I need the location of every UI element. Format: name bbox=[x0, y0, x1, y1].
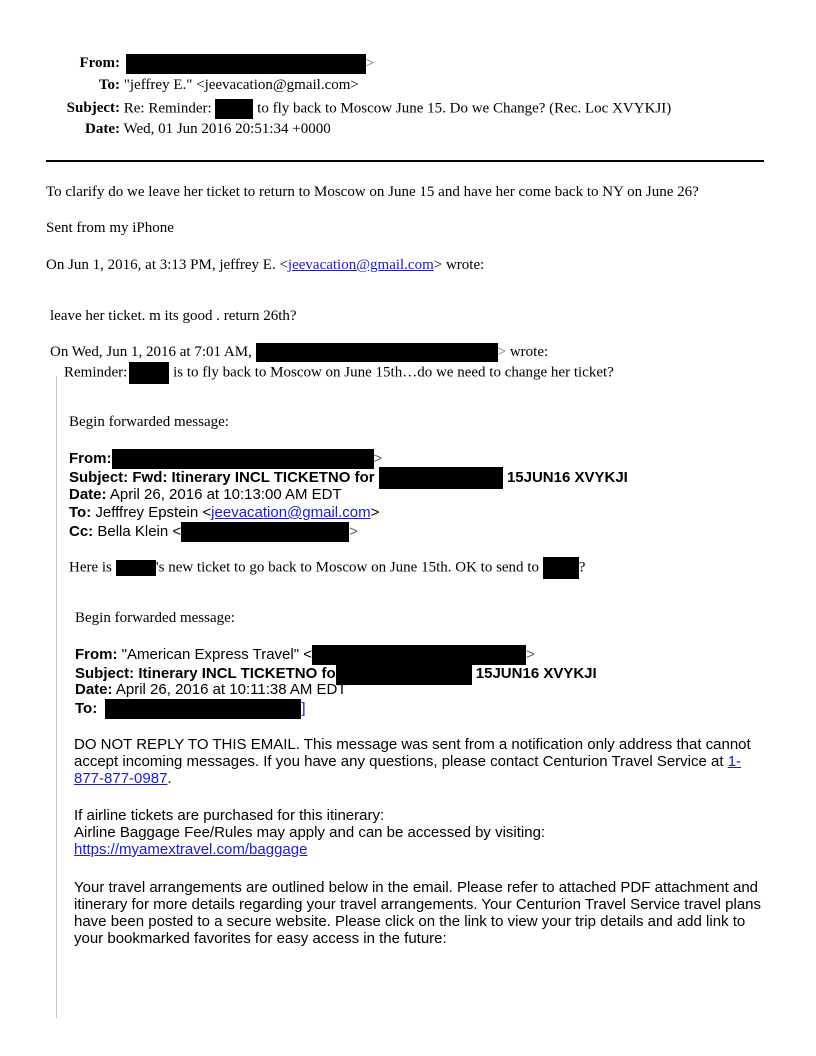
fwd1-here-prefix: Here is bbox=[69, 559, 112, 576]
fwd1-cc-value: Bella Klein < bbox=[97, 522, 182, 540]
fwd1-here-middle: 's new ticket to go back to Moscow on June 15th. OK to send to bbox=[155, 559, 539, 576]
header-from-row: From: > bbox=[46, 54, 374, 74]
fwd2-begin: Begin forwarded message: bbox=[75, 610, 235, 626]
wrote2-line: On Wed, Jun 1, 2016 at 7:01 AM, > wrote: bbox=[50, 343, 548, 362]
reminder-prefix: Reminder: bbox=[64, 364, 128, 381]
fwd1-here-line bbox=[69, 557, 585, 579]
from-label: From: bbox=[79, 55, 120, 72]
redacted-name bbox=[336, 663, 472, 685]
wrote-line bbox=[46, 257, 484, 274]
redacted-email bbox=[105, 699, 301, 719]
fwd2-subject-prefix: Itinerary INCL TICKETNO fo bbox=[138, 664, 336, 682]
notice-end: . bbox=[167, 770, 172, 787]
fwd1-from-label: From: bbox=[69, 449, 112, 467]
fwd2-date-value: April 26, 2016 at 10:11:38 AM EDT bbox=[115, 681, 347, 698]
reply-line: leave her ticket. m its good . return 26th? bbox=[50, 308, 297, 324]
fwd2-date-row bbox=[75, 681, 347, 698]
fwd2-from-value: "American Express Travel" < bbox=[121, 645, 312, 663]
redacted-sender bbox=[256, 343, 498, 362]
fwd1-cc-row: Cc: Bella Klein < > bbox=[69, 522, 358, 542]
wrote2-suffix: wrote: bbox=[509, 343, 549, 360]
wrote-suffix: > wrote: bbox=[433, 257, 485, 273]
redacted-name bbox=[215, 99, 253, 119]
date-label: Date: bbox=[85, 121, 120, 137]
fwd2-arrangements-paragraph: Your travel arrangements are outlined below in the email. Please refer to attached PDF attachment and itinerary for more details regarding your travel arrangements. Your Centurion Travel Service travel plans have been posted to a secure website. Please click on the link to view your trip details and add link to your bookmarked favorites for easy access in the future: bbox=[74, 879, 761, 947]
to-value: "jeffrey E." <jeevacation@gmail.com> bbox=[123, 77, 359, 93]
fwd2-baggage-paragraph bbox=[74, 807, 764, 858]
fwd1-subject-suffix: 15JUN16 XVYKJI bbox=[506, 468, 628, 486]
fwd2-to-row: To: ] bbox=[75, 699, 306, 719]
fwd1-to-close: > bbox=[370, 504, 380, 521]
header-subject-row bbox=[46, 99, 671, 119]
email-link[interactable]: jeevacation@gmail.com bbox=[211, 504, 371, 521]
quote-bar bbox=[56, 376, 57, 1018]
wrote2-prefix: On Wed, Jun 1, 2016 at 7:01 AM, bbox=[50, 343, 252, 360]
fwd2-to-label: To: bbox=[75, 699, 98, 717]
reminder-suffix: is to fly back to Moscow on June 15th…do we need to change her ticket? bbox=[173, 364, 614, 381]
to-label: To: bbox=[98, 77, 120, 93]
redacted-sender bbox=[112, 449, 374, 469]
redacted-email bbox=[312, 645, 526, 665]
header-date-row bbox=[46, 121, 331, 138]
fwd2-from-row: From: "American Express Travel" < > bbox=[75, 645, 535, 665]
wrote-prefix: On Jun 1, 2016, at 3:13 PM, jeffrey E. < bbox=[46, 257, 288, 273]
clarify-line: To clarify do we leave her ticket to return to Moscow on June 15 and have her come back to NY on June 26? bbox=[46, 184, 699, 200]
redacted-name bbox=[116, 560, 156, 576]
fwd2-subject-suffix: 15JUN16 XVYKJI bbox=[475, 664, 597, 682]
fwd1-begin: Begin forwarded message: bbox=[69, 414, 229, 430]
fwd1-subject-label: Subject: bbox=[69, 468, 129, 486]
notice-text: DO NOT REPLY TO THIS EMAIL. This message was sent from a notification only address that cannot accept incoming messages. If you have any questions, please contact Centurion Travel Service at bbox=[74, 736, 751, 770]
baggage-link[interactable]: https://myamextravel.com/baggage bbox=[74, 841, 308, 858]
fwd2-notice-paragraph bbox=[74, 736, 764, 787]
fwd1-date-value: April 26, 2016 at 10:13:00 AM EDT bbox=[109, 486, 342, 503]
fwd1-to-label: To: bbox=[69, 504, 92, 521]
date-value: Wed, 01 Jun 2016 20:51:34 +0000 bbox=[123, 121, 331, 137]
redacted-sender bbox=[126, 54, 366, 74]
subject-label: Subject: bbox=[66, 100, 120, 117]
fwd1-to-name: Jefffrey Epstein < bbox=[95, 504, 212, 521]
fwd2-date-label: Date: bbox=[75, 681, 113, 698]
fwd2-subject-label: Subject: bbox=[75, 664, 135, 682]
fwd1-cc-label: Cc: bbox=[69, 522, 94, 540]
redacted-name bbox=[379, 467, 503, 489]
phone-link[interactable]: 1-877-877-0987 bbox=[74, 753, 742, 787]
header-divider bbox=[46, 160, 764, 162]
baggage-line1: If airline tickets are purchased for this itinerary: bbox=[74, 807, 385, 824]
redacted-name bbox=[543, 557, 579, 579]
fwd1-to-row bbox=[69, 504, 379, 521]
fwd1-from-row: From: > bbox=[69, 449, 382, 469]
fwd1-date-row bbox=[69, 486, 342, 503]
redacted-email bbox=[181, 522, 349, 542]
fwd1-here-suffix: ? bbox=[578, 559, 586, 576]
redacted-name bbox=[129, 362, 169, 384]
reminder-line bbox=[64, 362, 614, 384]
sent-from-line: Sent from my iPhone bbox=[46, 220, 174, 236]
subject-prefix: Re: Reminder: bbox=[123, 100, 212, 117]
fwd2-from-label: From: bbox=[75, 645, 118, 663]
email-link[interactable]: jeevacation@gmail.com bbox=[287, 257, 434, 273]
header-to-row bbox=[46, 77, 359, 94]
baggage-line2: Airline Baggage Fee/Rules may apply and can be accessed by visiting: bbox=[74, 824, 546, 841]
fwd1-date-label: Date: bbox=[69, 486, 107, 503]
subject-suffix: to fly back to Moscow June 15. Do we Change? (Rec. Loc XVYKJI) bbox=[257, 100, 672, 117]
fwd1-subject-prefix: Fwd: Itinerary INCL TICKETNO for bbox=[132, 468, 375, 486]
